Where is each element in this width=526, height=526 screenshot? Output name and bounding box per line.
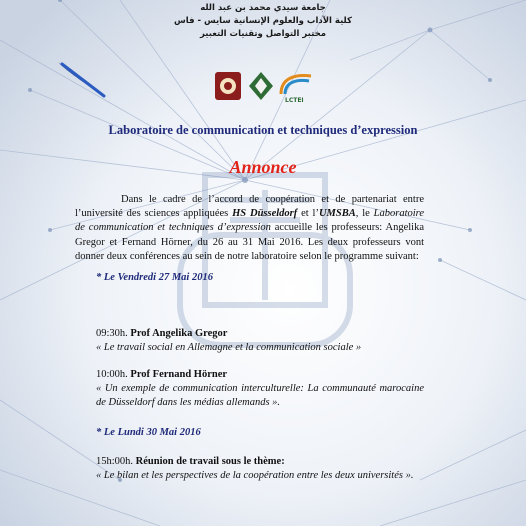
intro-paragraph: Dans le cadre de l’accord de coopération et de partenariat entre l’université des sciences appliquées HS Düsseldorf et l’UMSBA, le Laboratoire de communication et techniques d’expression accueille les professeurs: Angelika Gregor et Fernand Hörner, du 26 au 31 Mai 2016. Les deux professeurs vont donner deux conférences au sein de notre laboratoire selon le programme suivant: [75,194,425,262]
lab-name-italic: Laboratoire de communication et techniques d’expression [75,208,425,234]
laboratory-name-arabic: مختبر التواصل وتقنيات التعبير [200,29,326,39]
talk-1-title: « Le travail social en Allemagne et la communication sociale » [96,342,362,354]
talk-2-time: 10:00h. [96,369,131,380]
talk-2-speaker: Prof Fernand Hörner [130,369,228,380]
meeting-title: « Le bilan et les perspectives de la coopération entre les deux universités ». [96,470,414,481]
faculty-emblem-icon [249,72,273,100]
faculty-name: كلية الآداب والعلوم الإنسانية سايس - فاس [174,16,352,26]
hs-dusseldorf-name: HS Düsseldorf [232,208,298,220]
talk-2-title: « Un exemple de communication interculturelle: La communauté marocaine de Düsseldorf dans les médias allemands ». [96,383,424,409]
arabic-header [0,2,526,41]
lab-logo-icon [281,76,311,104]
day-heading-monday: * Le Lundi 30 Mai 2016 [96,427,201,438]
talk-1-speaker: Prof Angelika Gregor [130,328,228,339]
university-seal-icon [215,72,241,100]
meeting-label: Réunion de travail sous le thème: [135,456,285,467]
talk-1 [96,327,426,355]
laboratory-title: Laboratoire de communication et techniques d’expression [108,123,418,137]
meeting [96,455,426,469]
talk-1-time: 09:30h. [96,328,131,339]
lab-logo-text: LCTEI [285,97,304,104]
meeting-time: 15h:00h. [96,456,136,467]
umsba-name: UMSBA [318,208,356,220]
day-heading-friday: * Le Vendredi 27 Mai 2016 [96,272,213,283]
university-name: جامعة سيدي محمد بن عبد الله [200,3,326,13]
talk-2-header [96,368,426,382]
logos-row [215,68,315,104]
announcement-title: Annonce [229,157,297,177]
